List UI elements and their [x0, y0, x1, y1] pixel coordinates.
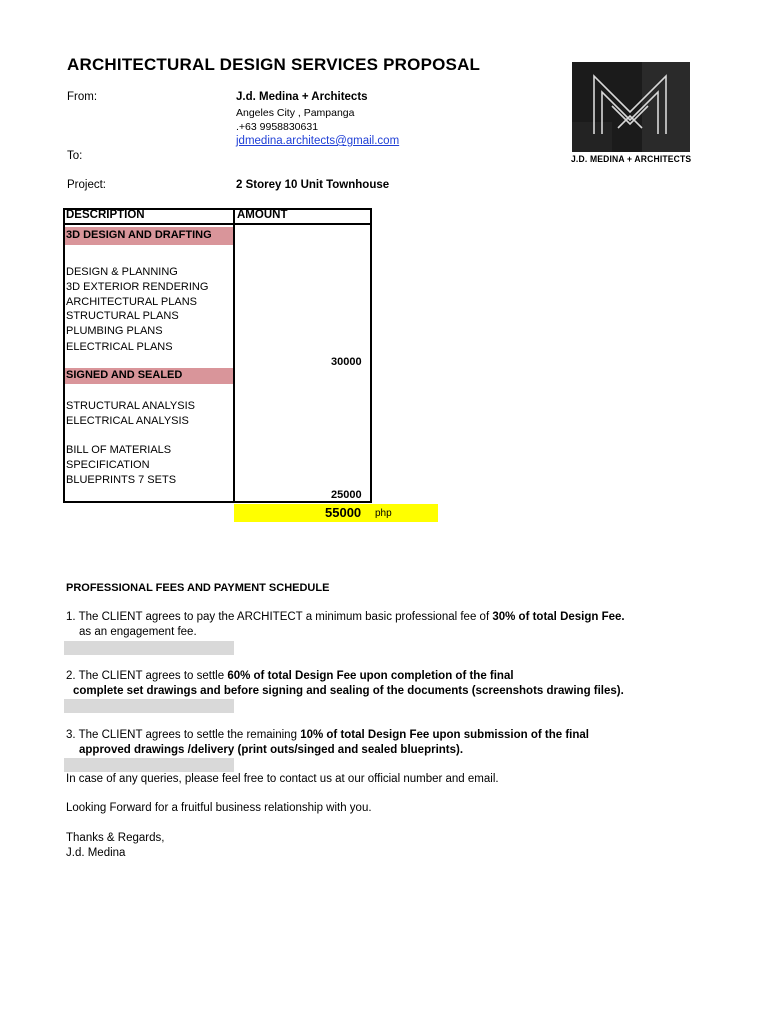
fee-item-1 — [66, 611, 625, 623]
section-title: SIGNED AND SEALED — [66, 369, 183, 381]
table-header-amount: AMOUNT — [237, 209, 288, 221]
from-phone: .+63 9958830631 — [236, 121, 319, 133]
list-item: PLUMBING PLANS — [66, 325, 163, 337]
section2-amount: 25000 — [331, 489, 362, 501]
project-value: 2 Storey 10 Unit Townhouse — [236, 179, 390, 191]
section1-amount: 30000 — [331, 356, 362, 368]
fees-heading: PROFESSIONAL FEES AND PAYMENT SCHEDULE — [66, 582, 330, 594]
total-currency: php — [375, 508, 392, 519]
list-item: STRUCTURAL ANALYSIS — [66, 400, 195, 412]
section-header-signed-sealed — [65, 368, 233, 384]
from-address: Angeles City , Pampanga — [236, 107, 355, 119]
fee-item-1-emphasis: 30% of total Design Fee. — [492, 611, 625, 623]
section-header-3d-design — [65, 227, 233, 245]
list-item: ELECTRICAL PLANS — [66, 341, 173, 353]
list-item: BILL OF MATERIALS — [66, 444, 172, 456]
table-header-description: DESCRIPTION — [66, 209, 145, 221]
fee-item-2-line2: complete set drawings and before signing and sealing of the documents (screenshots drawing files). — [73, 685, 624, 697]
fee-item-2 — [66, 670, 514, 682]
fee-item-1-line2: as an engagement fee. — [79, 626, 197, 638]
fee-item-3-text: 3. The CLIENT agrees to settle the remaining — [66, 729, 301, 741]
list-item: BLUEPRINTS 7 SETS — [66, 474, 177, 486]
fee-item-3-emphasis: 10% of total Design Fee upon submission of the final — [300, 729, 589, 741]
list-item: ELECTRICAL ANALYSIS — [66, 415, 189, 427]
document-title: ARCHITECTURAL DESIGN SERVICES PROPOSAL — [67, 55, 481, 74]
fee-item-3-line2: approved drawings /delivery (print outs/singed and sealed blueprints). — [79, 744, 464, 756]
jdm-monogram-logo-icon — [572, 62, 690, 152]
closing-signature: J.d. Medina — [66, 847, 126, 859]
section-title: 3D DESIGN AND DRAFTING — [66, 229, 212, 241]
fee-item-2-emphasis: 60% of total Design Fee upon completion of the final — [227, 670, 514, 682]
fee-table-column-divider — [233, 208, 235, 503]
list-item: SPECIFICATION — [66, 459, 150, 471]
fee-item-1-text: 1. The CLIENT agrees to pay the ARCHITECT a minimum basic professional fee of — [66, 611, 493, 623]
fee-item-2-shade — [64, 699, 234, 713]
from-name: J.d. Medina + Architects — [236, 91, 368, 103]
list-item: STRUCTURAL PLANS — [66, 310, 179, 322]
total-amount: 55000 — [325, 505, 362, 520]
to-label: To: — [67, 150, 83, 162]
from-email-link[interactable]: jdmedina.architects@gmail.com — [236, 135, 400, 147]
list-item: ARCHITECTURAL PLANS — [66, 296, 198, 308]
list-item: DESIGN & PLANNING — [66, 266, 178, 278]
fee-item-2-text: 2. The CLIENT agrees to settle — [66, 670, 228, 682]
from-label: From: — [67, 91, 98, 103]
project-label: Project: — [67, 179, 106, 191]
logo-caption: J.D. MEDINA + ARCHITECTS — [571, 154, 692, 165]
list-item: 3D EXTERIOR RENDERING — [66, 281, 209, 293]
fee-item-3-shade — [64, 758, 234, 772]
closing-queries: In case of any queries, please feel free to contact us at our official number and email. — [66, 773, 499, 785]
fee-item-1-shade — [64, 641, 234, 655]
closing-forward: Looking Forward for a fruitful business relationship with you. — [66, 802, 372, 814]
fee-table-header-divider — [63, 223, 372, 225]
closing-thanks: Thanks & Regards, — [66, 832, 165, 844]
fee-item-3 — [66, 729, 589, 741]
